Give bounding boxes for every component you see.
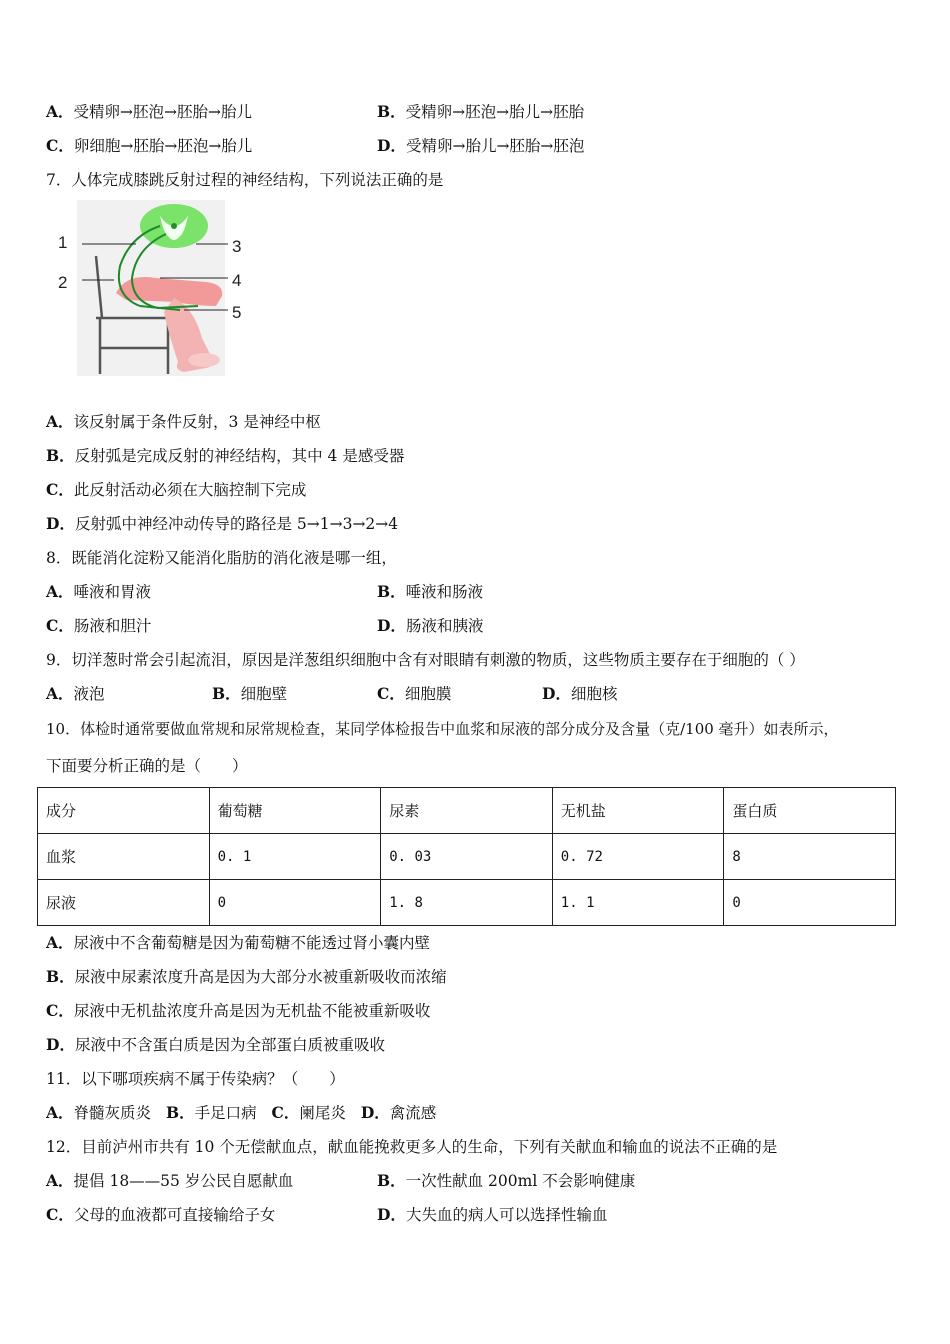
q7-option-c: C．此反射活动必须在大脑控制下完成: [46, 480, 307, 499]
figure-label-2: 2: [58, 273, 68, 292]
table-cell: 0: [209, 880, 381, 926]
q10-option-c: C．尿液中无机盐浓度升高是因为无机盐不能被重新吸收: [46, 1001, 431, 1020]
q11-option-d: 禽流感: [389, 1104, 437, 1122]
q7-option-a: A．该反射属于条件反射，3 是神经中枢: [46, 412, 321, 431]
figure-label-1: 1: [58, 233, 68, 252]
table-cell: 1. 1: [552, 880, 724, 926]
q11-options: A．脊髓灰质炎 B．手足口病 C．阑尾炎 D．禽流感: [46, 1103, 437, 1122]
q8-option-b: B．唾液和肠液: [377, 582, 484, 601]
figure-label-3: 3: [232, 237, 242, 256]
table-cell: 8: [724, 834, 896, 880]
q12-option-b: B．一次性献血 200ml 不会影响健康: [377, 1171, 636, 1190]
table-header-cell: 葡萄糖: [209, 788, 381, 834]
figure-label-4: 4: [232, 271, 242, 290]
q9-option-c: C．细胞膜: [377, 684, 452, 703]
q11-option-b: 手足口病: [194, 1104, 257, 1122]
table-cell: 0. 03: [381, 834, 553, 880]
q7-stem: 7．人体完成膝跳反射过程的神经结构，下列说法正确的是: [46, 171, 444, 189]
q10-stem-line1: 10．体检时通常要做血常规和尿常规检查，某同学体检报告中血浆和尿液的部分成分及含量（克/100 毫升）如表所示，: [46, 720, 839, 738]
q10-option-a: A．尿液中不含葡萄糖是因为葡萄糖不能透过肾小囊内壁: [46, 933, 431, 952]
q12-option-d: D．大失血的病人可以选择性输血: [377, 1205, 608, 1224]
q8-stem: 8．既能消化淀粉又能消化脂肪的消化液是哪一组，: [46, 549, 397, 567]
q11-option-c: 阑尾炎: [299, 1104, 346, 1122]
q9-option-a: A．液泡: [46, 684, 105, 703]
q12-stem: 12．目前泸州市共有 10 个无偿献血点，献血能挽救更多人的生命，下列有关献血和输血的说法不正确的是: [46, 1138, 778, 1156]
q8-option-c: C．肠液和胆汁: [46, 616, 152, 635]
q6-option-b: B．受精卵→胚泡→胎儿→胚胎: [377, 102, 585, 121]
q9-option-d: D．细胞核: [542, 684, 618, 703]
table-cell: 0: [724, 880, 896, 926]
q6-option-a: A．受精卵→胚泡→胚胎→胎儿: [46, 102, 252, 121]
q10-composition-table: [37, 787, 896, 926]
table-row: [38, 834, 896, 880]
table-cell: 尿液: [38, 880, 210, 926]
q6-option-c: C．卵细胞→胚胎→胚泡→胎儿: [46, 136, 253, 155]
q7-option-b: B．反射弧是完成反射的神经结构，其中 4 是感受器: [46, 446, 405, 465]
q12-option-c: C．父母的血液都可直接输给子女: [46, 1205, 276, 1224]
table-cell: 0. 1: [209, 834, 381, 880]
q9-option-b: B．细胞壁: [212, 684, 288, 703]
q7-option-d: D．反射弧中神经冲动传导的路径是 5→1→3→2→4: [46, 514, 399, 533]
q11-option-a: 脊髓灰质炎: [73, 1104, 152, 1122]
figure-label-5: 5: [232, 303, 242, 322]
table-header-row: [38, 788, 896, 834]
q12-option-a: A．提倡 18——55 岁公民自愿献血: [46, 1171, 294, 1190]
q10-option-d: D．尿液中不含蛋白质是因为全部蛋白质被重吸收: [46, 1035, 385, 1054]
table-header-cell: 无机盐: [552, 788, 724, 834]
q8-option-d: D．肠液和胰液: [377, 616, 484, 635]
table-header-cell: 蛋白质: [724, 788, 896, 834]
table-cell: 0. 72: [552, 834, 724, 880]
q9-stem: 9．切洋葱时常会引起流泪，原因是洋葱组织细胞中含有对眼睛有刺激的物质，这些物质主要存在于细胞的（ ）: [46, 651, 805, 669]
table-cell: 血浆: [38, 834, 210, 880]
knee-jerk-reflex-figure: [56, 198, 256, 380]
q10-stem-line2: 下面要分析正确的是（ ）: [46, 757, 248, 775]
q11-stem: 11．以下哪项疾病不属于传染病？（ ）: [46, 1070, 345, 1088]
q8-option-a: A．唾液和胃液: [46, 582, 152, 601]
q10-option-b: B．尿液中尿素浓度升高是因为大部分水被重新吸收而浓缩: [46, 967, 447, 986]
table-header-cell: 成分: [38, 788, 210, 834]
table-cell: 1. 8: [381, 880, 553, 926]
q6-option-d: D．受精卵→胎儿→胚胎→胚泡: [377, 136, 585, 155]
spinal-cord-cross-section: [140, 204, 208, 248]
table-header-cell: 尿素: [381, 788, 553, 834]
table-row: [38, 880, 896, 926]
